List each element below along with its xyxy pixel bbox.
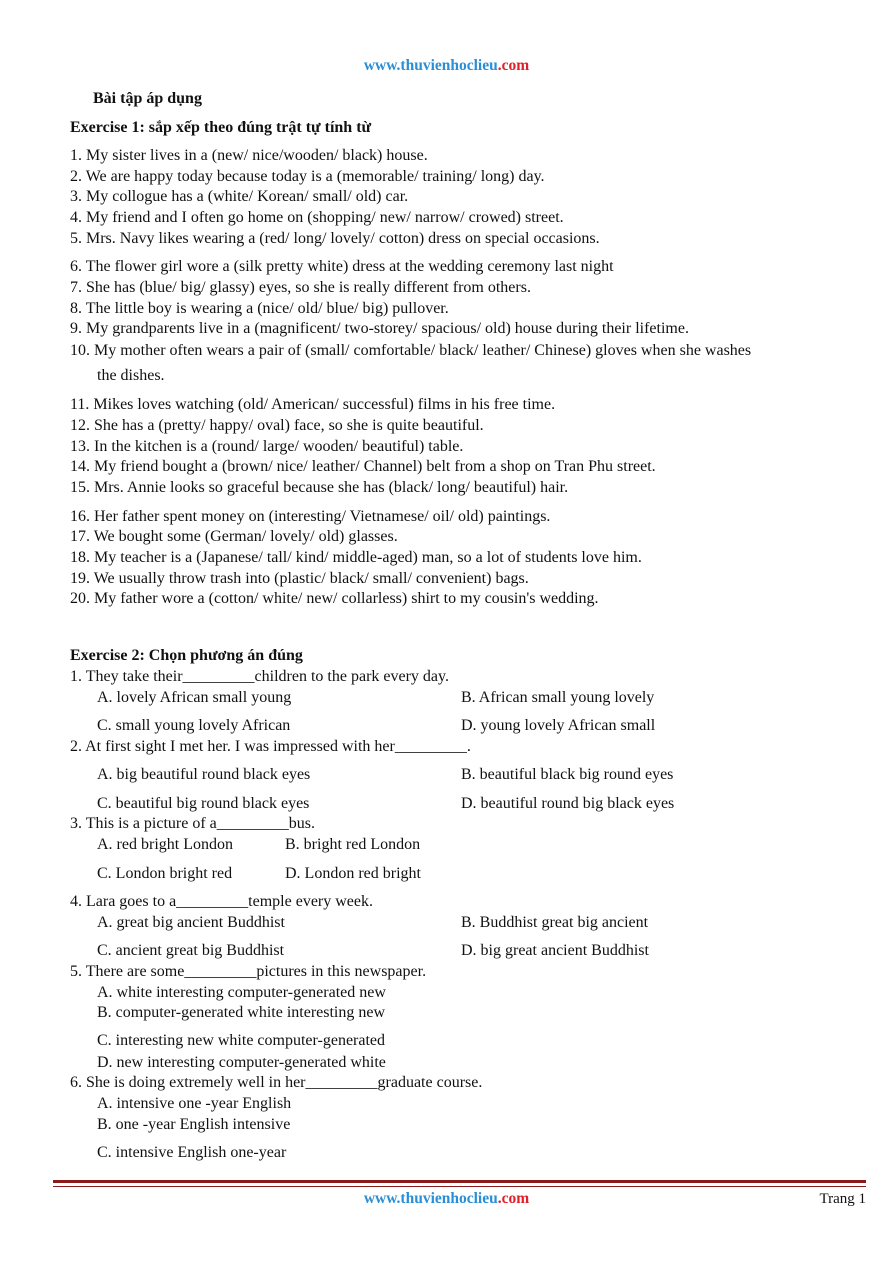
ex2-q1-option-a: A. lovely African small young — [97, 689, 292, 706]
ex1-item-15: 15. Mrs. Annie looks so graceful because she has (black/ long/ beautiful) hair. — [70, 479, 569, 496]
ex2-q6-option-a: A. intensive one -year English — [97, 1095, 292, 1112]
ex2-q2-option-a: A. big beautiful round black eyes — [97, 766, 311, 783]
ex2-q2-option-c: C. beautiful big round black eyes — [97, 795, 310, 812]
ex2-q4-option-b: B. Buddhist great big ancient — [461, 914, 649, 931]
ex2-question-3: 3. This is a picture of a_________bus. — [70, 815, 316, 832]
ex2-q2-option-b: B. beautiful black big round eyes — [461, 766, 674, 783]
ex2-q6-option-c: C. intensive English one-year — [97, 1144, 287, 1161]
ex2-q3-option-b: B. bright red London — [285, 836, 421, 853]
ex1-item-7: 7. She has (blue/ big/ glassy) eyes, so she is really different from others. — [70, 279, 531, 296]
ex1-item-3: 3. My collogue has a (white/ Korean/ small/ old) car. — [70, 188, 409, 205]
ex2-q4-option-c: C. ancient great big Buddhist — [97, 942, 285, 959]
ex2-q4-option-d: D. big great ancient Buddhist — [461, 942, 649, 959]
ex2-q6-option-b: B. one -year English intensive — [97, 1116, 291, 1133]
site-name: www.thuvienhoclieu — [363, 57, 498, 74]
ex1-item-8: 8. The little boy is wearing a (nice/ old/ blue/ big) pullover. — [70, 300, 449, 317]
ex1-item-4: 4. My friend and I often go home on (shopping/ new/ narrow/ crowed) street. — [70, 209, 564, 226]
site-tld: .com — [497, 57, 530, 74]
ex2-question-4: 4. Lara goes to a_________temple every week. — [70, 893, 374, 910]
ex2-q5-option-b: B. computer-generated white interesting new — [97, 1004, 386, 1021]
ex2-q1-option-d: D. young lovely African small — [461, 717, 656, 734]
ex1-item-17: 17. We bought some (German/ lovely/ old) glasses. — [70, 528, 398, 545]
ex2-question-2: 2. At first sight I met her. I was impressed with her_________. — [70, 738, 471, 755]
ex2-q5-option-d: D. new interesting computer-generated white — [97, 1054, 386, 1071]
footer-site-tld: .com — [497, 1190, 530, 1207]
ex2-q3-option-a: A. red bright London — [97, 836, 233, 853]
ex2-question-6: 6. She is doing extremely well in her_________graduate course. — [70, 1074, 483, 1091]
ex2-q4-option-a: A. great big ancient Buddhist — [97, 914, 285, 931]
footer-divider-thin — [53, 1186, 866, 1187]
ex2-q1-option-c: C. small young lovely African — [97, 717, 291, 734]
ex1-item-11: 11. Mikes loves watching (old/ American/ successful) films in his free time. — [70, 396, 556, 413]
footer-divider-thick — [53, 1180, 866, 1183]
ex1-item-10-cont: the dishes. — [97, 367, 165, 384]
ex2-q5-option-c: C. interesting new white computer-generated — [97, 1032, 386, 1049]
page-number: Trang 1 — [819, 1191, 866, 1207]
ex1-item-13: 13. In the kitchen is a (round/ large/ wooden/ beautiful) table. — [70, 438, 464, 455]
ex1-item-16: 16. Her father spent money on (interesting/ Vietnamese/ oil/ old) paintings. — [70, 508, 551, 525]
ex1-item-6: 6. The flower girl wore a (silk pretty white) dress at the wedding ceremony last night — [70, 258, 614, 275]
header-site-link[interactable] — [0, 57, 893, 75]
ex2-q3-option-d: D. London red bright — [285, 865, 421, 882]
section-title: Bài tập áp dụng — [93, 90, 202, 107]
footer-site-name: www.thuvienhoclieu — [363, 1190, 498, 1207]
ex1-item-9: 9. My grandparents live in a (magnificent/ two-storey/ spacious/ old) house during their lifetime. — [70, 320, 689, 337]
ex2-q3-option-c: C. London bright red — [97, 865, 233, 882]
ex2-q1-option-b: B. African small young lovely — [461, 689, 655, 706]
ex1-item-10: 10. My mother often wears a pair of (small/ comfortable/ black/ leather/ Chinese) gloves when she washes — [70, 342, 752, 359]
ex1-item-18: 18. My teacher is a (Japanese/ tall/ kind/ middle-aged) man, so a lot of students love him. — [70, 549, 642, 566]
ex2-question-5: 5. There are some_________pictures in this newspaper. — [70, 963, 427, 980]
ex2-q2-option-d: D. beautiful round big black eyes — [461, 795, 675, 812]
ex1-item-2: 2. We are happy today because today is a (memorable/ training/ long) day. — [70, 168, 545, 185]
exercise2-title: Exercise 2: Chọn phương án đúng — [70, 647, 303, 664]
footer-site-link[interactable] — [0, 1190, 893, 1208]
ex1-item-1: 1. My sister lives in a (new/ nice/wooden/ black) house. — [70, 147, 428, 164]
exercise1-title: Exercise 1: sắp xếp theo đúng trật tự tính từ — [70, 119, 372, 136]
ex2-q5-option-a: A. white interesting computer-generated new — [97, 984, 386, 1001]
ex2-question-1: 1. They take their_________children to the park every day. — [70, 668, 449, 685]
ex1-item-5: 5. Mrs. Navy likes wearing a (red/ long/ lovely/ cotton) dress on special occasions. — [70, 230, 600, 247]
ex1-item-19: 19. We usually throw trash into (plastic/ black/ small/ convenient) bags. — [70, 570, 529, 587]
ex1-item-14: 14. My friend bought a (brown/ nice/ leather/ Channel) belt from a shop on Tran Phu street. — [70, 458, 656, 475]
ex1-item-20: 20. My father wore a (cotton/ white/ new/ collarless) shirt to my cousin's wedding. — [70, 590, 599, 607]
ex1-item-12: 12. She has a (pretty/ happy/ oval) face, so she is quite beautiful. — [70, 417, 484, 434]
